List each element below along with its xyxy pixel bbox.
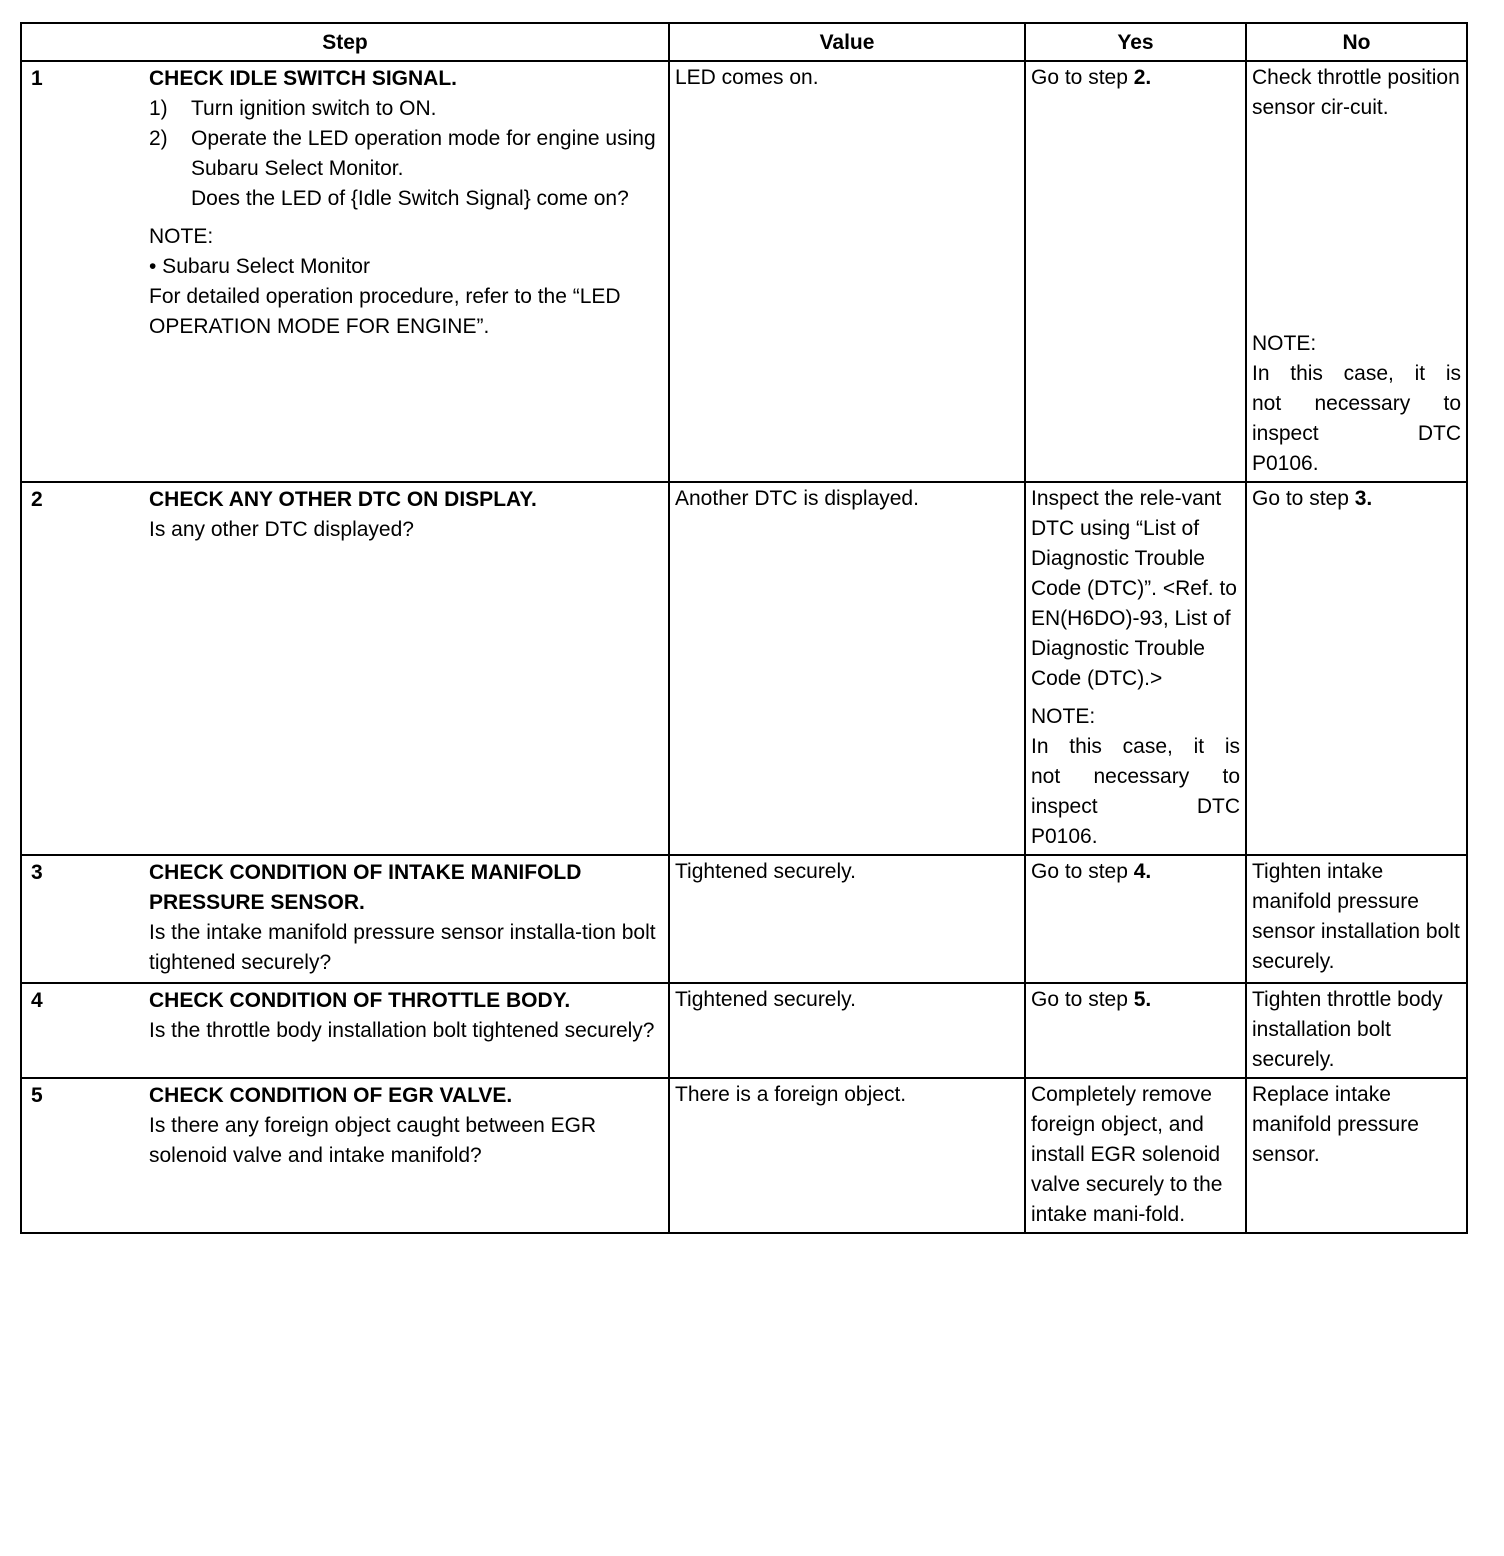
header-step: Step — [21, 23, 669, 61]
yes-note-line: P0106. — [1031, 825, 1098, 848]
step-cell — [21, 61, 669, 482]
yes-prefix: Go to step — [1031, 988, 1134, 1011]
no-note-label: NOTE: — [1252, 332, 1317, 355]
step-number: 2 — [31, 488, 43, 511]
header-no: No — [1246, 23, 1467, 61]
note-label: NOTE: — [149, 225, 214, 248]
value-cell: There is a foreign object. — [669, 1078, 1025, 1233]
yes-text: Inspect the rele-vant DTC using “List of Diagnostic Trouble Code (DTC)”. <Ref. to EN(H6DO)-93, List of Diagnostic Trouble Code (DTC).> — [1031, 487, 1237, 690]
table-row — [21, 855, 1467, 983]
diagnostic-table — [20, 22, 1468, 1234]
yes-prefix: Go to step — [1031, 66, 1134, 89]
step-cell — [21, 482, 669, 855]
step-title: CHECK CONDITION OF EGR VALVE. — [149, 1084, 513, 1107]
no-prefix: Go to step — [1252, 487, 1355, 510]
no-cell: Tighten intake manifold pressure sensor installation bolt securely. — [1246, 855, 1467, 983]
step-number: 4 — [31, 989, 43, 1012]
value-cell: LED comes on. — [669, 61, 1025, 482]
value-cell: Another DTC is displayed. — [669, 482, 1025, 855]
no-note-line: not necessary to — [1252, 392, 1461, 415]
header-value: Value — [669, 23, 1025, 61]
yes-note-label: NOTE: — [1031, 705, 1096, 728]
yes-step-ref: 2. — [1133, 66, 1152, 89]
yes-note-line: inspect DTC — [1031, 795, 1240, 818]
list-text: Turn ignition switch to ON. — [191, 97, 437, 120]
yes-cell: Completely remove foreign object, and install EGR solenoid valve securely to the intake mani-fold. — [1025, 1078, 1246, 1233]
list-item — [149, 94, 659, 124]
yes-note-line: not necessary to — [1031, 765, 1240, 788]
yes-step-ref: 5. — [1133, 988, 1152, 1011]
no-step-ref: 3. — [1354, 487, 1373, 510]
header-row — [21, 23, 1467, 61]
step-number: 5 — [31, 1084, 43, 1107]
no-note-line: In this case, it is — [1252, 362, 1461, 385]
step-question: Is there any foreign object caught between EGR solenoid valve and intake manifold? — [149, 1114, 597, 1167]
no-cell: Tighten throttle body installation bolt securely. — [1246, 983, 1467, 1078]
step-cell — [21, 983, 669, 1078]
yes-step-ref: 4. — [1133, 860, 1152, 883]
yes-cell — [1025, 482, 1246, 855]
step-title: CHECK ANY OTHER DTC ON DISPLAY. — [149, 488, 537, 511]
list-text: Operate the LED operation mode for engine using Subaru Select Monitor. — [191, 127, 656, 180]
step-question: Is the throttle body installation bolt tightened securely? — [149, 1019, 655, 1042]
yes-cell — [1025, 855, 1246, 983]
yes-prefix: Go to step — [1031, 860, 1134, 883]
list-number: 2) — [149, 127, 168, 150]
step-question: Is any other DTC displayed? — [149, 518, 414, 541]
step-cell — [21, 1078, 669, 1233]
step-title: CHECK CONDITION OF THROTTLE BODY. — [149, 989, 571, 1012]
no-cell: Replace intake manifold pressure sensor. — [1246, 1078, 1467, 1233]
step-cell — [21, 855, 669, 983]
note-bullet: • Subaru Select Monitor — [149, 255, 370, 278]
table-row — [21, 482, 1467, 855]
step-question: Is the intake manifold pressure sensor installa-tion bolt tightened securely? — [149, 921, 656, 974]
yes-note-line: In this case, it is — [1031, 735, 1240, 758]
step-title: CHECK CONDITION OF INTAKE MANIFOLD PRESSURE SENSOR. — [149, 861, 582, 914]
table-row — [21, 983, 1467, 1078]
no-cell — [1246, 482, 1467, 855]
list-number: 1) — [149, 97, 168, 120]
header-yes: Yes — [1025, 23, 1246, 61]
no-cell — [1246, 61, 1467, 482]
table-row — [21, 61, 1467, 482]
step-number: 1 — [31, 67, 43, 90]
step-instructions — [149, 94, 659, 214]
no-note-line: inspect DTC — [1252, 422, 1461, 445]
no-note-line: P0106. — [1252, 452, 1319, 475]
step-question: Does the LED of {Idle Switch Signal} come on? — [191, 187, 629, 210]
step-title: CHECK IDLE SWITCH SIGNAL. — [149, 67, 457, 90]
note-text: For detailed operation procedure, refer to the “LED OPERATION MODE FOR ENGINE”. — [149, 285, 621, 338]
value-cell: Tightened securely. — [669, 855, 1025, 983]
yes-cell — [1025, 983, 1246, 1078]
step-number: 3 — [31, 861, 43, 884]
yes-cell — [1025, 61, 1246, 482]
table-row — [21, 1078, 1467, 1233]
value-cell: Tightened securely. — [669, 983, 1025, 1078]
list-item — [149, 124, 659, 214]
no-text: Check throttle position sensor cir-cuit. — [1252, 66, 1460, 119]
